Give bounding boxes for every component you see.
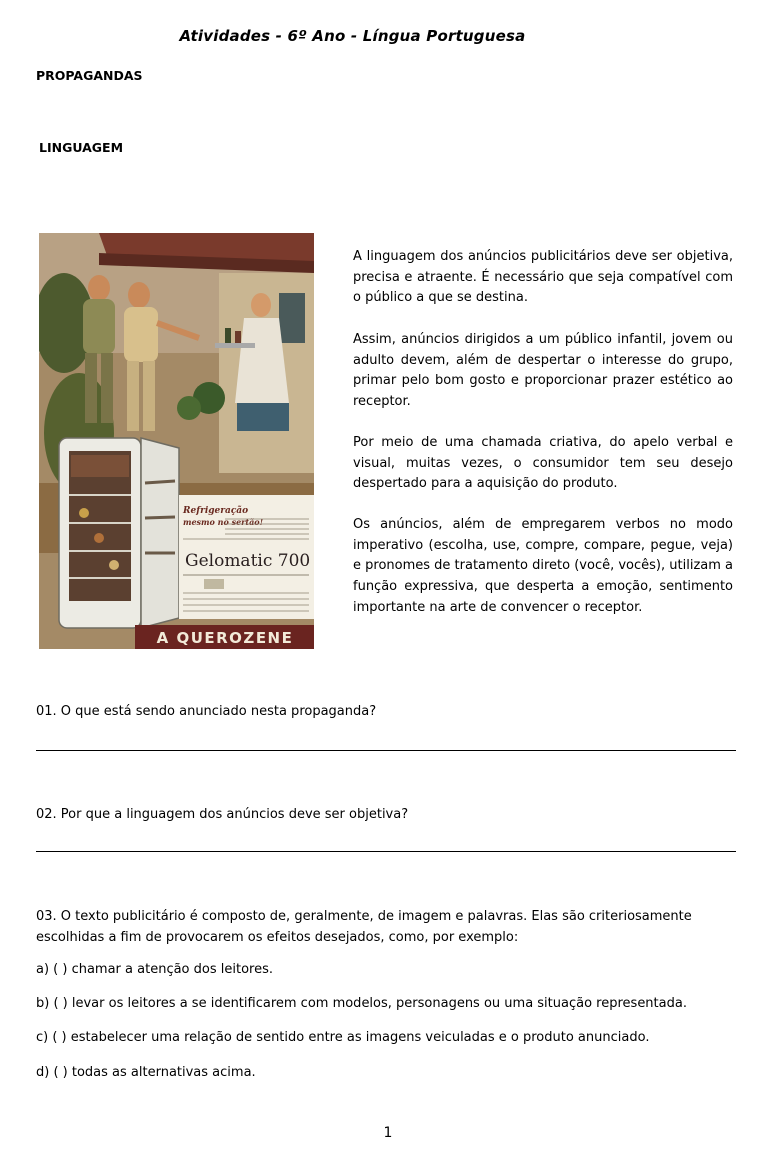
page-title: Atividades - 6º Ano - Língua Portuguesa <box>179 27 526 45</box>
paragraph-4: Os anúncios, além de empregarem verbos no modo imperativo (escolha, use, compre, compare, pegue, veja) e pronomes de tratamento direto (você, vocês), utilizam a função expressiva, que desperta a emoção, sentimento importante na arte de convencer o receptor. <box>353 517 733 615</box>
option-c[interactable]: c) ( ) estabelecer uma relação de sentido entre as imagens veiculadas e o produto anunciado. <box>36 1030 650 1045</box>
section-heading-propagandas: PROPAGANDAS <box>36 68 143 83</box>
question-1: 01. O que está sendo anunciado nesta propaganda? <box>36 704 377 719</box>
paragraph-1: A linguagem dos anúncios publicitários deve ser objetiva, precisa e atraente. É necessário que seja compatível com o público a que se destina. <box>353 249 733 306</box>
ad-box-subheading: mesmo no sertão! <box>183 517 264 527</box>
question-3: 03. O texto publicitário é composto de, geralmente, de imagem e palavras. Elas são criteriosamente escolhidas a fim de provocarem os efeitos desejados, como, por exemplo: <box>36 909 692 945</box>
paragraph-2: Assim, anúncios dirigidos a um público infantil, jovem ou adulto devem, além de despertar o interesse do grupo, primar pelo bom gosto e proporcionar prazer estético ao receptor. <box>353 332 733 410</box>
ad-box-heading: Refrigeração <box>183 506 249 516</box>
option-a[interactable]: a) ( ) chamar a atenção dos leitores. <box>36 962 273 977</box>
answer-line-2[interactable] <box>36 851 736 852</box>
section-heading-linguagem: LINGUAGEM <box>39 140 124 155</box>
page-number: 1 <box>383 1125 393 1141</box>
ad-banner-text: A QUEROZENE <box>156 629 294 647</box>
paragraph-3: Por meio de uma chamada criativa, do apelo verbal e visual, muitas vezes, o consumidor tem seu desejo despertado para a aquisição do produto. <box>353 435 733 492</box>
question-2: 02. Por que a linguagem dos anúncios deve ser objetiva? <box>36 807 409 822</box>
option-d[interactable]: d) ( ) todas as alternativas acima. <box>36 1065 256 1080</box>
answer-line-1[interactable] <box>36 750 736 751</box>
option-b[interactable]: b) ( ) levar os leitores a se identificarem com modelos, personagens ou uma situação representada. <box>36 996 687 1011</box>
advertisement-image <box>39 233 314 649</box>
ad-product-name: Gelomatic 700 <box>185 551 311 571</box>
